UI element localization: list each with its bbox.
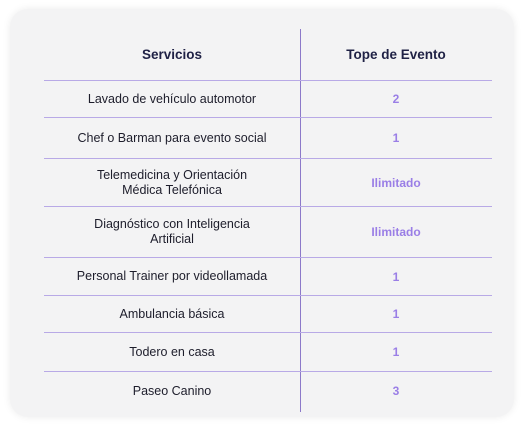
service-name: Paseo Canino	[132, 383, 212, 398]
table-row	[44, 118, 492, 158]
service-name: Telemedicina y Orientación Médica Telefónica	[96, 167, 248, 197]
service-limit: 1	[392, 131, 400, 145]
table-row	[44, 159, 492, 206]
service-name: Ambulancia básica	[119, 306, 225, 321]
service-limit: 1	[392, 307, 400, 321]
services-card	[10, 9, 514, 417]
table-row	[44, 372, 492, 410]
service-limit: Ilimitado	[371, 175, 421, 190]
table-row	[44, 333, 492, 371]
services-table	[44, 29, 492, 412]
table-header-row	[44, 29, 492, 80]
service-name: Chef o Barman para evento social	[77, 130, 267, 145]
service-limit: 3	[392, 384, 400, 398]
table-row	[44, 207, 492, 257]
service-limit: 2	[392, 92, 400, 106]
header-services: Servicios	[141, 47, 203, 62]
service-limit: Ilimitado	[371, 225, 421, 239]
header-limit: Tope de Evento	[346, 47, 446, 62]
table-row	[44, 296, 492, 332]
table-row	[44, 81, 492, 117]
service-name: Diagnóstico con Inteligencia Artificial	[94, 217, 250, 246]
service-name: Todero en casa	[129, 344, 215, 359]
service-name: Personal Trainer por videollamada	[76, 269, 268, 283]
table-row	[44, 258, 492, 295]
service-name: Lavado de vehículo automotor	[87, 91, 257, 106]
service-limit: 1	[392, 269, 400, 284]
service-limit: 1	[392, 345, 400, 359]
